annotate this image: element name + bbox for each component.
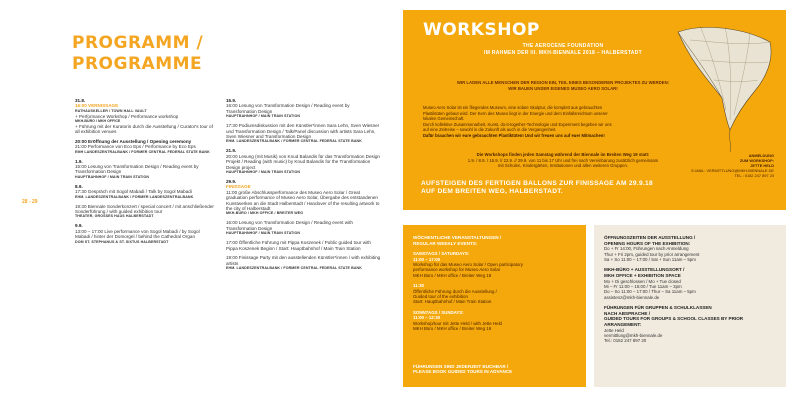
entry-venue: HAUPTBAHNHOF / MAIN TRAIN STATION <box>226 114 301 119</box>
entry-venue: MKH-BÜRO / MKH OFFICE / BREITER WEG <box>226 211 304 216</box>
program-entry <box>75 159 215 180</box>
saturday-tour-line: Start: Hauptbahnhof / Main Train Station <box>413 299 492 305</box>
program-entry <box>226 179 381 216</box>
workshop-dates-line: 1.9. / 8.9. / 15.9. // 22.9. // 29.9. von 11 bis 17 Uhr und frei nach Vereinbarung zusätzlich gemeinsam <box>467 157 659 163</box>
workshop-body-line: lokalen Gemeinschaft. <box>423 116 465 121</box>
workshop-dates-intro: Die Workshops finden jeden Samstag während der Biennale im Breiten Weg 19 statt: <box>476 152 650 157</box>
program-entry <box>226 123 381 144</box>
workshop-dates <box>423 152 703 169</box>
sunday-line: MKH Büro / MKH office / Breiter Weg 19 <box>413 326 492 332</box>
entry-description: 19:00 Finissage Party mit den ausstellenden Künstler*innen / with exhibiting artists <box>226 255 381 266</box>
page-title <box>72 33 272 75</box>
workshop-title: WORKSHOP <box>423 20 540 40</box>
balloon-sculpture-illustration <box>670 20 780 160</box>
entry-heading: 20:00 Eröffnung der Ausstellung / Opening ceremony <box>75 138 192 144</box>
entry-description: 17:30 Gespräch mit Sogol Mabadi / Talk by Sogol Mabadi <box>75 189 192 195</box>
entry-description: 11:00 große Abschlussperformance des Museo Aero Solar / Great graduation performance of Museo Aero Solar, Übergabe des entstandenen Kunstwerkes an die Stadt Halberstadt / Handover of the resulting artwork to the city of Halberstadt <box>226 189 380 212</box>
workshop-cta-line: AUF DEM BREITEN WEG, HALBERSTADT. <box>421 188 564 196</box>
weekly-events-box <box>403 225 586 387</box>
entry-date: 8.9. <box>75 183 83 189</box>
saturday-line: Workshop für das Museo Aero Solar / Open participatory <box>413 262 523 267</box>
groups-contact-name: Jette Held <box>604 327 624 333</box>
entry-venue: DOM ST. STEPHANUS & ST. SIXTUS HALBERSTADT <box>75 239 169 244</box>
saturday-time: 11:00 – 17:00 <box>413 256 441 262</box>
page-number: 28 - 29 <box>22 199 38 205</box>
entry-description: 21:00 Performance von Eco Eps / Performance by Eco Eps <box>75 144 196 150</box>
workshop-subtitle-line: THE AEROCENE FOUNDATION <box>522 43 604 49</box>
hours-line: Do + Fr 14:00, Führungen nach Anmeldung <box>604 246 689 252</box>
workshop-subtitle <box>433 43 693 56</box>
workshop-dates-line: mit Schulen, Kindergärten, Institutionen und allen weiteren Gruppen. <box>497 163 629 169</box>
workshop-intro-line: WIR LADEN ALLE MENSCHEN DER REGION EIN, TEIL EINES BESONDEREN PROJEKTES ZU WERDEN: <box>456 80 670 85</box>
sunday-label: SONNTAGS / SUNDAYS: <box>413 309 464 315</box>
entry-date: 15.9. <box>226 98 237 103</box>
entry-heading: 16:00 VERNISSAGE <box>75 103 119 109</box>
program-entry <box>75 184 215 200</box>
workshop-panel <box>403 10 786 210</box>
workshop-intro-line: WIR BAUEN UNSER EIGENES MUSEO AERO SOLAR! <box>508 85 618 91</box>
entry-date: 21.9. <box>226 148 237 154</box>
workshop-cta <box>421 180 701 197</box>
entry-date: 31.8. <box>75 98 86 103</box>
office-email[interactable]: assistenz@mkh-biennale.de <box>604 294 660 300</box>
workshop-intro <box>423 80 703 91</box>
entry-venue: HAUPTBAHNHOF / MAIN TRAIN STATION <box>226 170 301 175</box>
opening-hours-box <box>594 225 786 387</box>
saturday-tour-line: Öffentliche Führung durch die Ausstellung / <box>413 288 497 294</box>
contact-line: JETTE HELD <box>750 163 774 168</box>
entry-description: 17:30 Podiumsdiskussion mit den Künstler*innen Sara Lehn, Sven Wiesner und Transformation Design / Talk/Panel discussion with artists Sara Lehn, Sven Wiesner and Transformation Design <box>226 123 380 140</box>
program-entry <box>75 98 215 135</box>
hours-heading: ÖFFNUNGSZEITEN DER AUSSTELLUNG / OPENING HOURS OF THE EXHIBITION: <box>604 235 696 246</box>
entry-date: 29.9. <box>226 179 237 185</box>
entry-venue: HAUPTBAHNHOF / MAIN TRAIN STATION <box>226 231 301 236</box>
sunday-time: 11:00 – 12:30 <box>413 315 441 321</box>
saturday-tour-line: Guided tour of the exhibition <box>413 294 468 300</box>
program-column-right <box>226 98 381 275</box>
program-entry <box>75 139 215 155</box>
workshop-body-line: Plastiktüten gebaut wird. Der Kern des Museo liegt in der Energie und dem Einfallsreichtum unserer <box>423 110 608 116</box>
entry-venue: EHM. LANDESZENTRALBANK / FORMER CENTRAL FEDERAL STATE BANK <box>226 139 362 144</box>
groups-contact-phone: Tel.: 0152 247 897 20 <box>604 338 647 344</box>
sunday-line: Workshop/tour mit Jette Held / with Jette Held <box>413 320 502 326</box>
entry-venue: HAUPTBAHNHOF / MAIN TRAIN STATION <box>75 174 150 179</box>
office-line: Mi – Fr 11:00 – 15:00 / Tue 11am – 3pm <box>604 284 682 289</box>
entry-description: 13:00 – 17:00 Live performance von Sogol Mabadi / by Sogol Mabadi / hinter der Domorgel / behind the Cathedral Organ <box>75 228 200 240</box>
entry-description-secondary: + Führung mit der Kuratorin durch die Ausstellung / Curator's tour of all exhibition venues <box>75 123 213 135</box>
entry-description: 15:00 Lesung von Transformation Design / Reading event by Transformation Design <box>75 164 199 175</box>
title-line-1: PROGRAMM / <box>72 33 204 53</box>
program-entry <box>226 98 381 119</box>
program-entry <box>226 220 381 236</box>
entry-description: 16:00 Lesung von Transformation Design / Reading event with Transformation Design <box>226 220 353 231</box>
entry-date: 1.9. <box>75 158 83 164</box>
entry-date: 9.9. <box>75 223 83 229</box>
office-line: Do – So 11:00 – 17:00 / Thur – Sa 11am – 5pm <box>604 289 696 295</box>
entry-description: 17:00 Öffentliche Führung mit Pippa Koszenek / Public guided tour with Pippa Koszenek Beginn / Start: Hauptbahnhof / Main Train Station <box>226 240 371 251</box>
entry-venue: EMH LANDESZENTRALBANK / FORMER CENTRAL FEDERAL STATE BANK <box>75 149 210 154</box>
hours-line: Sa + So 11:00 – 17:00 / Sat + Sun 11am – 5pm <box>604 257 696 262</box>
entry-description: + Performance Workshop / Performance workshop <box>75 113 179 119</box>
title-line-2: PROGRAMME <box>72 54 203 74</box>
entry-venue: EHM. LANDESZENTRALBANK / FORMER LANDESZENTRALBANK <box>75 194 194 199</box>
office-line: Mo + Di geschlossen / Mo + Tue closed <box>604 278 681 284</box>
program-entry <box>226 255 381 271</box>
entry-description: 19:30 Biennale Sonderkonzert / special concert / mit anschließender Sonderführung / with guided exhibition tour <box>75 203 214 215</box>
workshop-cta-line: AUFSTEIGEN DES FERTIGEN BALLONS ZUR FINISSAGE AM 29.9.18 <box>421 180 653 187</box>
contact-line: ZUM WORKSHOP: <box>739 158 774 163</box>
entry-description: 20:00 Lesung (mit Musik) von Knud Balandis für das Transformation Design Projekt / Reading (with music) by Knud Balandis for the Transformation Design project <box>226 153 380 170</box>
entry-heading: FINISSAGE <box>226 184 251 190</box>
saturday-line: performance workshop for Museo Aero Solar <box>413 267 501 273</box>
program-entry <box>75 204 215 220</box>
entry-venue: RATHAUSKELLER / TOWN HALL VAULT <box>75 108 147 113</box>
contact-line: ANMELDUNG <box>748 153 774 158</box>
contact-phone: TEL.: 0152 247 897 20 <box>734 173 774 178</box>
entry-venue: THEATER, GROSSES HAUS HALBERSTADT <box>75 214 154 219</box>
weekly-heading: WÖCHENTLICHE VERANSTALTUNGEN / REGULAR WEEKLY EVENTS: <box>413 235 502 246</box>
workshop-subtitle-line: IM RAHMEN DER III. MKH-BIENNALE 2018 – HALBERSTADT <box>484 49 642 56</box>
groups-heading: FÜHRUNGEN FÜR GRUPPEN & SCHULKLASSEN NACH ABSPRACHE / GUIDED TOURS FOR GROUPS & SCHOOL CLASSES BY PRIOR ARRANGEMENT: <box>604 305 744 327</box>
entry-venue-secondary: MKH-BÜRO / MKH OFFICE <box>75 119 121 124</box>
hours-line: Thur + Fri 2pm, guided tour by prior arrangement <box>604 251 700 257</box>
program-entry <box>75 223 215 244</box>
program-entry <box>226 240 381 251</box>
contact-email[interactable]: E-MAIL: VERMITTLUNG@MKH-BIENNALE.DE <box>691 168 774 173</box>
office-heading: MKH-BÜRO + AUSSTELLUNGSORT / MKH OFFICE + EXHIBITION SPACE <box>604 267 685 278</box>
program-entry <box>226 148 381 174</box>
saturday-line: MKH Büro / MKH office / Breiter Weg 19 <box>413 272 492 278</box>
workshop-body-line: auf eine Zeitreise – sowohl in die Zukunft als auch in die Vergangenheit. <box>423 127 557 132</box>
workshop-body-bold: Dafür brauchen wir eure gebrauchten Plastiktüten! Und wir freuen uns auf euer Mitmachen! <box>423 132 605 138</box>
workshop-body-line: Durch kollektive Zusammenarbeit, Kunst, do-it-together-Technologie und Experiment begeben wir uns <box>423 121 612 127</box>
saturday-tour-time: 11:30 <box>413 283 424 289</box>
groups-contact-email[interactable]: vermittlung@mkh-biennale.de <box>604 333 663 338</box>
workshop-body-line: Museo Aero Solar ist ein fliegendes Museum, eine solare Skulptur, die komplett aus gebrauchten <box>423 105 603 110</box>
program-column-left <box>75 98 215 249</box>
entry-venue: EHM. LANDESZENTRALBANK / FORMER CENTRAL FEDERAL STATE BANK <box>226 266 362 271</box>
entry-description: 16:00 Lesung von Transformation Design / Reading event by Transformation Design <box>226 103 350 114</box>
weekly-footer: FÜHRUNGEN SIND JEDERZEIT BUCHBAR / PLEASE BOOK GUIDED TOURS IN ADVANCE <box>413 363 513 375</box>
saturday-label: SAMSTAGS / SATURDAYS: <box>413 251 470 257</box>
